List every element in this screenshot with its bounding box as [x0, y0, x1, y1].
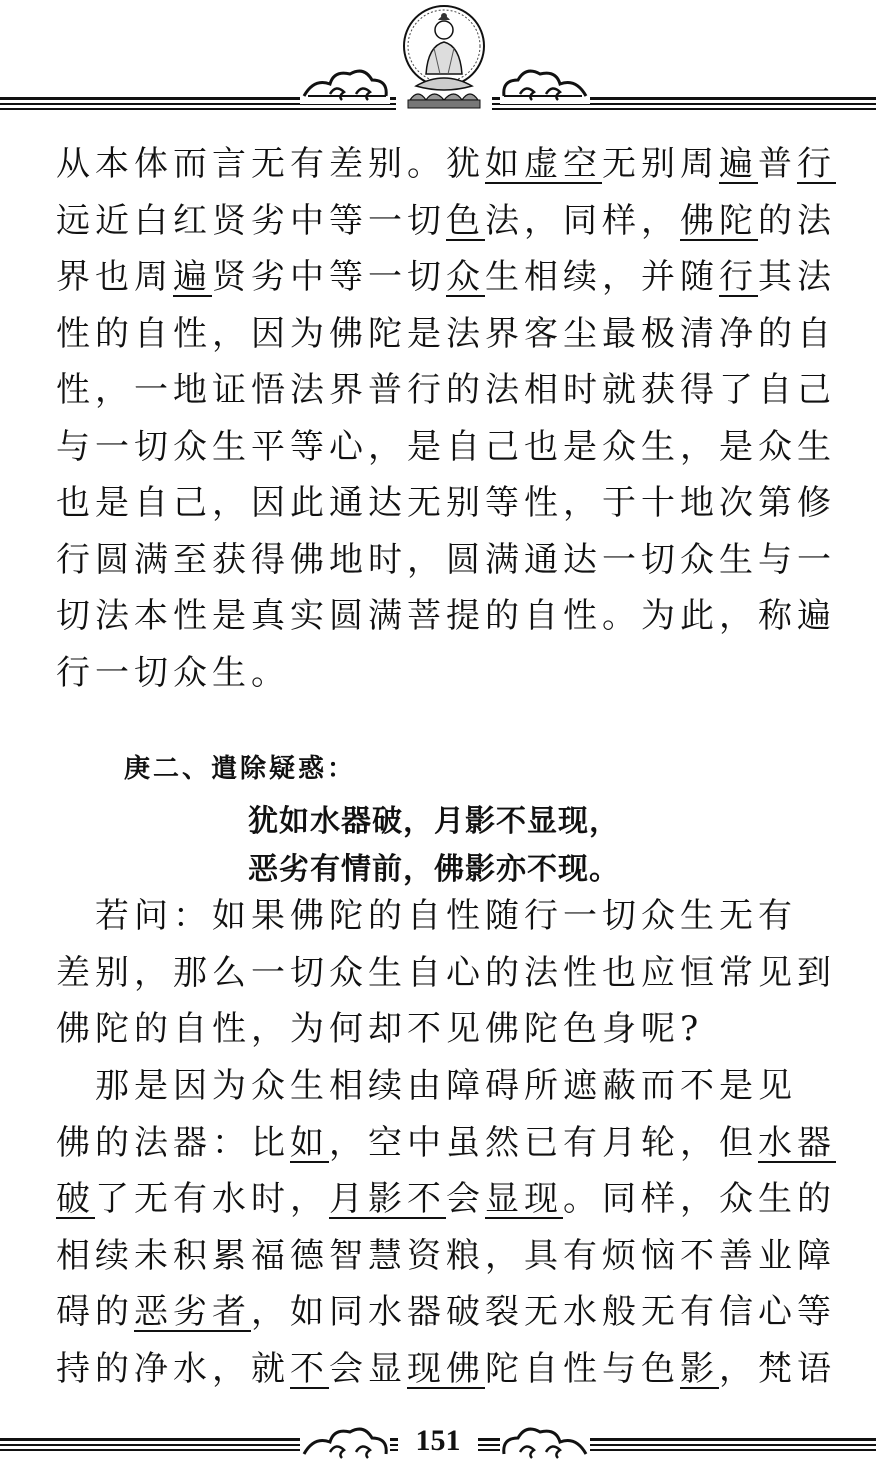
buddha-image [396, 4, 492, 114]
text-line: 相续未积累福德智慧资粮，具有烦恼不善业障 [56, 1235, 836, 1276]
paragraph-2 [56, 888, 846, 1058]
text-line: 性的自性，因为佛陀是法界客尘最极清净的自 [56, 313, 836, 354]
text-line: 碍的恶劣者，如同水器破裂无水般无有信心等 [56, 1292, 836, 1332]
text-line: 行圆满至获得佛地时，圆满通达一切众生与一 [56, 539, 836, 580]
page-header [0, 0, 876, 120]
text-line: 从本体而言无有差别。犹如虚空无别周遍普行 [56, 144, 836, 184]
verse-line: 恶劣有情前，佛影亦不现。 [248, 852, 620, 887]
text-line: 差别，那么一切众生自心的法性也应恒常见到 [56, 952, 836, 993]
text-line: 佛的法器：比如，空中虽然已有月轮，但水器 [56, 1122, 836, 1163]
text-line: 远近白红贤劣中等一切色法，同样，佛陀的法 [56, 200, 836, 241]
cloud-ornament-icon [500, 64, 590, 104]
text-line: 持的净水，就不会显现佛陀自性与色影，梵语 [56, 1348, 836, 1389]
text-line: 与一切众生平等心，是自己也是众生，是众生 [56, 426, 836, 467]
text-line: 性，一地证悟法界普行的法相时就获得了自己 [56, 370, 836, 410]
section-heading: 庚二、遣除疑惑： [124, 754, 357, 784]
cloud-ornament-icon [300, 64, 390, 104]
text-line: 佛陀的自性，为何却不见佛陀色身呢? [56, 1009, 704, 1049]
cloud-ornament-icon [500, 1424, 590, 1464]
page-number: 151 [415, 1424, 461, 1457]
paragraph-1 [56, 136, 846, 701]
paragraph-3 [56, 1058, 846, 1397]
text-line: 行一切众生。 [56, 652, 290, 693]
text-line: 破了无有水时，月影不会显现。同样，众生的 [56, 1179, 836, 1219]
text-line: 那是因为众生相续由障碍所遮蔽而不是见 [56, 1066, 797, 1106]
text-line: 界也周遍贤劣中等一切众生相续，并随行其法 [56, 257, 836, 297]
verse-line: 犹如水器破，月影不显现， [248, 804, 620, 839]
text-line: 若问：如果佛陀的自性随行一切众生无有 [56, 896, 797, 936]
text-line: 也是自己，因此通达无别等性，于十地次第修 [56, 483, 836, 523]
text-line: 切法本性是真实圆满菩提的自性。为此，称遍 [56, 596, 836, 636]
cloud-ornament-icon [300, 1424, 390, 1464]
